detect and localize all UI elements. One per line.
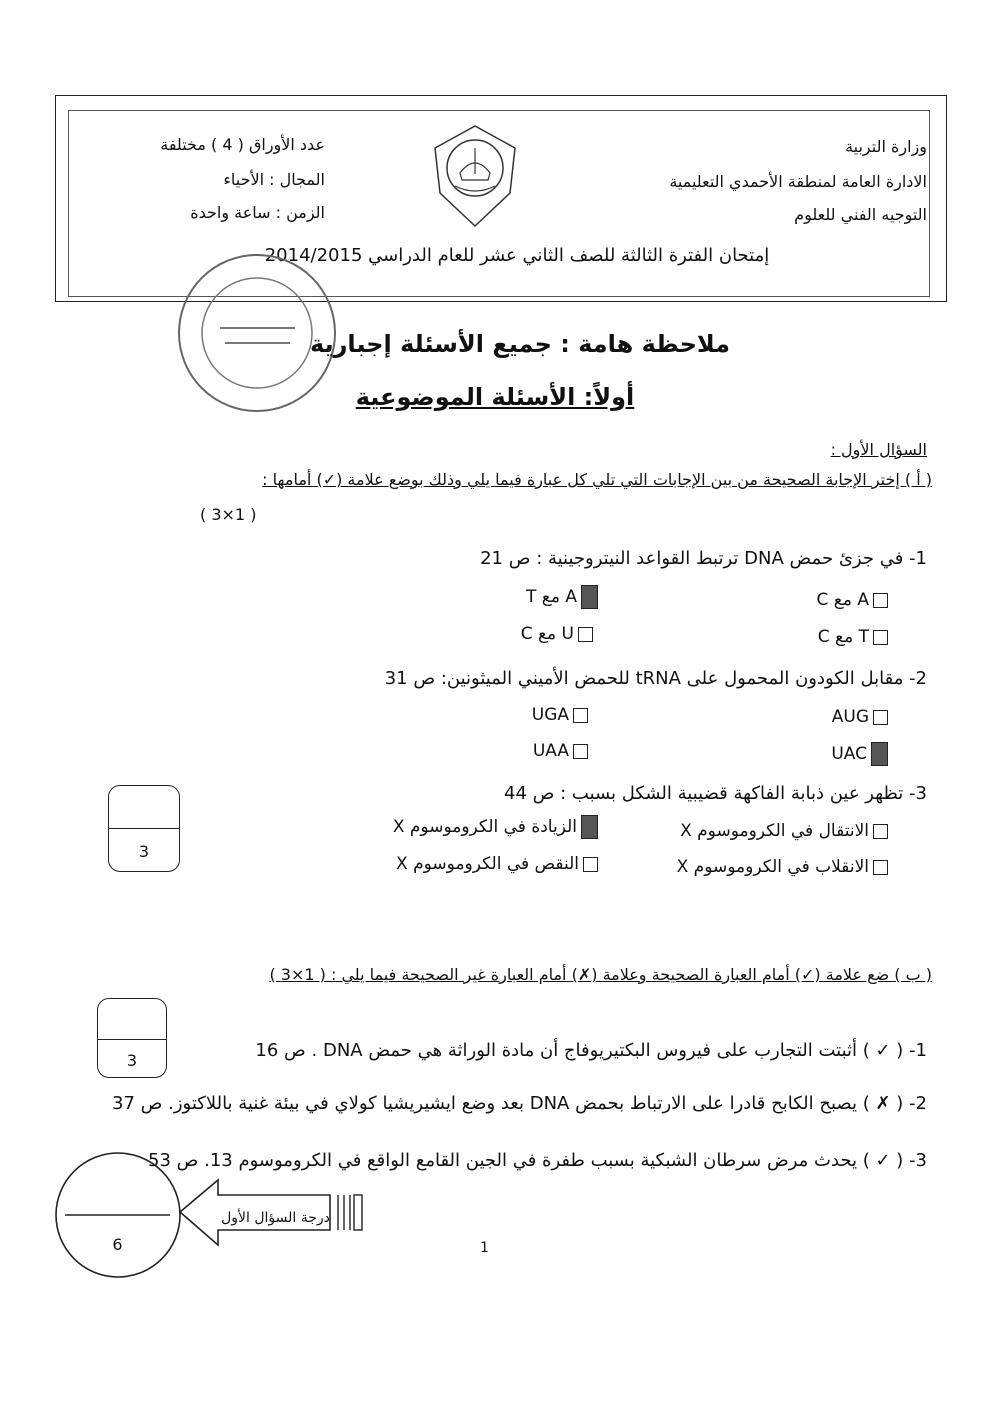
total-score-value: 6 — [112, 1235, 123, 1254]
mcq-item-1: 1- في جزئ حمض DNA ترتبط القواعد النيتروجينية : ص 21 — [480, 548, 927, 569]
mcq-3-option-3[interactable]: الانقلاب في الكروموسوم X — [677, 857, 892, 877]
tf-item-1: 1- ( ✓ ) أثبتت التجارب على فيروس البكتيريوفاج أن مادة الوراثة هي حمض DNA . ص 16 — [255, 1040, 927, 1061]
section-title: أولاً: الأسئلة الموضوعية — [355, 383, 635, 411]
part-a-instruction: ( أ ) إختر الإجابة الصحيحة من بين الإجابات التي تلي كل عبارة فيما يلي وذلك بوضع علامة (✓) أمامها : — [262, 470, 932, 489]
time-allowed: الزمن : ساعة واحدة — [190, 203, 325, 222]
ministry-emblem — [420, 118, 530, 233]
question-heading: السؤال الأول : — [830, 440, 927, 459]
tf-item-3: 3- ( ✓ ) يحدث مرض سرطان الشبكية بسبب طفرة في الجين القامع الواقع في الكروموسوم 13. ص 53 — [148, 1150, 927, 1171]
subject: المجال : الأحياء — [223, 170, 325, 189]
part-a-score-box — [108, 785, 180, 872]
mcq-3-option-4[interactable]: النقص في الكروموسوم X — [396, 854, 602, 874]
part-b-score: 3 — [126, 1051, 138, 1070]
important-note: ملاحظة هامة : جميع الأسئلة إجبارية — [310, 330, 730, 358]
part-b-score-box — [97, 998, 167, 1078]
total-score-label: درجة السؤال الأول — [221, 1210, 330, 1226]
mcq-2-option-1[interactable]: AUG — [832, 707, 892, 727]
tf-item-2: 2- ( ✗ ) يصبح الكابح قادرا على الارتباط بحمض DNA بعد وضع ايشيريشيا كولاي في بيئة غنية باللاكتوز. ص 37 — [112, 1093, 927, 1114]
mcq-1-option-4[interactable]: U مع C — [521, 624, 597, 644]
ministry-name: وزارة التربية — [845, 137, 927, 156]
mcq-item-2: 2- مقابل الكودون المحمول على tRNA للحمض الأميني الميثونين: ص 31 — [384, 668, 927, 689]
selected-answer-mark — [581, 815, 598, 839]
part-b-instruction: ( ب ) ضع علامة (✓) أمام العبارة الصحيحة وعلامة (✗) أمام العبارة غير الصحيحة فيما يلي : ( 1×3 ) — [269, 965, 932, 984]
mcq-2-option-3[interactable]: UAC — [831, 742, 892, 766]
selected-answer-mark — [871, 742, 888, 766]
supervision-name: التوجيه الفني للعلوم — [794, 205, 927, 224]
pages-count: عدد الأوراق ( 4 ) مختلفة — [160, 135, 325, 154]
mcq-2-option-4[interactable]: UAA — [533, 741, 592, 761]
mcq-1-option-2[interactable]: A مع T — [526, 585, 602, 609]
mcq-1-option-3[interactable]: T مع C — [818, 627, 892, 647]
exam-title: إمتحان الفترة الثالثة للصف الثاني عشر للعام الدراسي 2014/2015 — [264, 245, 770, 266]
mcq-3-option-2[interactable]: الزيادة في الكروموسوم X — [393, 815, 602, 839]
selected-answer-mark — [581, 585, 598, 609]
mcq-3-option-1[interactable]: الانتقال في الكروموسوم X — [680, 821, 892, 841]
mcq-1-option-1[interactable]: A مع C — [817, 590, 892, 610]
directorate-name: الادارة العامة لمنطقة الأحمدي التعليمية — [669, 172, 927, 191]
mcq-2-option-2[interactable]: UGA — [532, 705, 592, 725]
page-number: 1 — [480, 1240, 489, 1256]
part-a-marks: ( 1×3 ) — [200, 505, 257, 524]
part-a-score: 3 — [138, 842, 150, 861]
mcq-item-3: 3- تظهر عين ذبابة الفاكهة قضيبية الشكل بسبب : ص 44 — [504, 783, 927, 804]
